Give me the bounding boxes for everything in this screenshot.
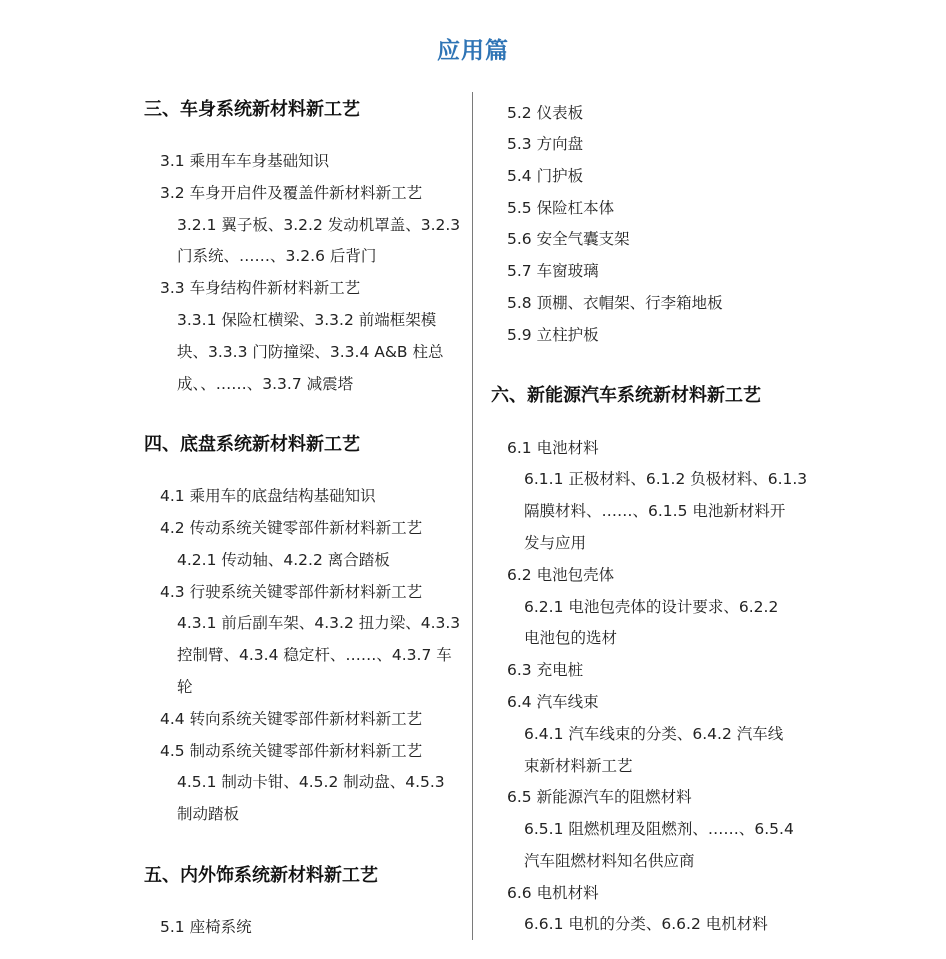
toc-subentry: 6.2.1 电池包壳体的设计要求、6.2.2 bbox=[524, 598, 779, 616]
section-heading: 四、底盘系统新材料新工艺 bbox=[144, 434, 360, 455]
section-heading: 六、新能源汽车系统新材料新工艺 bbox=[491, 385, 761, 406]
toc-entry: 5.5 保险杠本体 bbox=[507, 199, 615, 217]
toc-subentry: 控制臂、4.3.4 稳定杆、……、4.3.7 车 bbox=[177, 646, 452, 664]
toc-entry: 4.3 行驶系统关键零部件新材料新工艺 bbox=[160, 583, 423, 601]
toc-entry: 4.5 制动系统关键零部件新材料新工艺 bbox=[160, 742, 423, 760]
toc-subentry: 4.3.1 前后副车架、4.3.2 扭力梁、4.3.3 bbox=[177, 614, 461, 632]
toc-subentry: 6.4.1 汽车线束的分类、6.4.2 汽车线 bbox=[524, 725, 784, 743]
toc-entry: 3.2 车身开启件及覆盖件新材料新工艺 bbox=[160, 184, 423, 202]
toc-entry: 4.2 传动系统关键零部件新材料新工艺 bbox=[160, 519, 423, 537]
toc-subentry: 束新材料新工艺 bbox=[524, 757, 633, 775]
toc-subentry: 隔膜材料、……、6.1.5 电池新材料开 bbox=[524, 502, 786, 520]
toc-subentry: 3.2.1 翼子板、3.2.2 发动机罩盖、3.2.3 bbox=[177, 216, 461, 234]
toc-entry: 5.1 座椅系统 bbox=[160, 918, 252, 936]
toc-subentry: 汽车阻燃材料知名供应商 bbox=[524, 852, 695, 870]
toc-entry: 6.3 充电桩 bbox=[507, 661, 584, 679]
toc-subentry: 3.3.1 保险杠横梁、3.3.2 前端框架模 bbox=[177, 311, 437, 329]
toc-entry: 5.3 方向盘 bbox=[507, 135, 584, 153]
toc-entry: 3.1 乘用车车身基础知识 bbox=[160, 152, 330, 170]
toc-entry: 3.3 车身结构件新材料新工艺 bbox=[160, 279, 361, 297]
toc-subentry: 电池包的选材 bbox=[524, 629, 618, 647]
toc-subentry: 4.2.1 传动轴、4.2.2 离合踏板 bbox=[177, 551, 390, 569]
toc-subentry: 门系统、……、3.2.6 后背门 bbox=[177, 247, 377, 265]
toc-subentry: 制动踏板 bbox=[177, 805, 240, 823]
toc-subentry: 6.6.1 电机的分类、6.6.2 电机材料 bbox=[524, 915, 768, 933]
toc-entry: 5.7 车窗玻璃 bbox=[507, 262, 599, 280]
toc-entry: 6.5 新能源汽车的阻燃材料 bbox=[507, 788, 692, 806]
toc-subentry: 成、、……、3.3.7 减震塔 bbox=[177, 375, 354, 393]
toc-entry: 5.4 门护板 bbox=[507, 167, 584, 185]
page-title: 应用篇 bbox=[437, 38, 509, 64]
toc-entry: 6.1 电池材料 bbox=[507, 439, 599, 457]
toc-entry: 5.2 仪表板 bbox=[507, 104, 584, 122]
column-divider bbox=[472, 92, 473, 940]
section-heading: 三、车身系统新材料新工艺 bbox=[144, 99, 360, 120]
toc-subentry: 4.5.1 制动卡钳、4.5.2 制动盘、4.5.3 bbox=[177, 773, 445, 791]
toc-entry: 4.4 转向系统关键零部件新材料新工艺 bbox=[160, 710, 423, 728]
toc-entry: 5.6 安全气囊支架 bbox=[507, 230, 630, 248]
toc-subentry: 6.1.1 正极材料、6.1.2 负极材料、6.1.3 bbox=[524, 470, 808, 488]
toc-subentry: 6.5.1 阻燃机理及阻燃剂、……、6.5.4 bbox=[524, 820, 794, 838]
toc-entry: 4.1 乘用车的底盘结构基础知识 bbox=[160, 487, 376, 505]
toc-subentry: 轮 bbox=[177, 678, 193, 696]
toc-entry: 5.8 顶棚、衣帽架、行李箱地板 bbox=[507, 294, 723, 312]
section-heading: 五、内外饰系统新材料新工艺 bbox=[144, 865, 378, 886]
toc-entry: 6.4 汽车线束 bbox=[507, 693, 599, 711]
toc-entry: 6.2 电池包壳体 bbox=[507, 566, 615, 584]
toc-subentry: 发与应用 bbox=[524, 534, 587, 552]
toc-entry: 6.6 电机材料 bbox=[507, 884, 599, 902]
toc-subentry: 块、3.3.3 门防撞梁、3.3.4 A&B 柱总 bbox=[177, 343, 444, 361]
toc-entry: 5.9 立柱护板 bbox=[507, 326, 599, 344]
